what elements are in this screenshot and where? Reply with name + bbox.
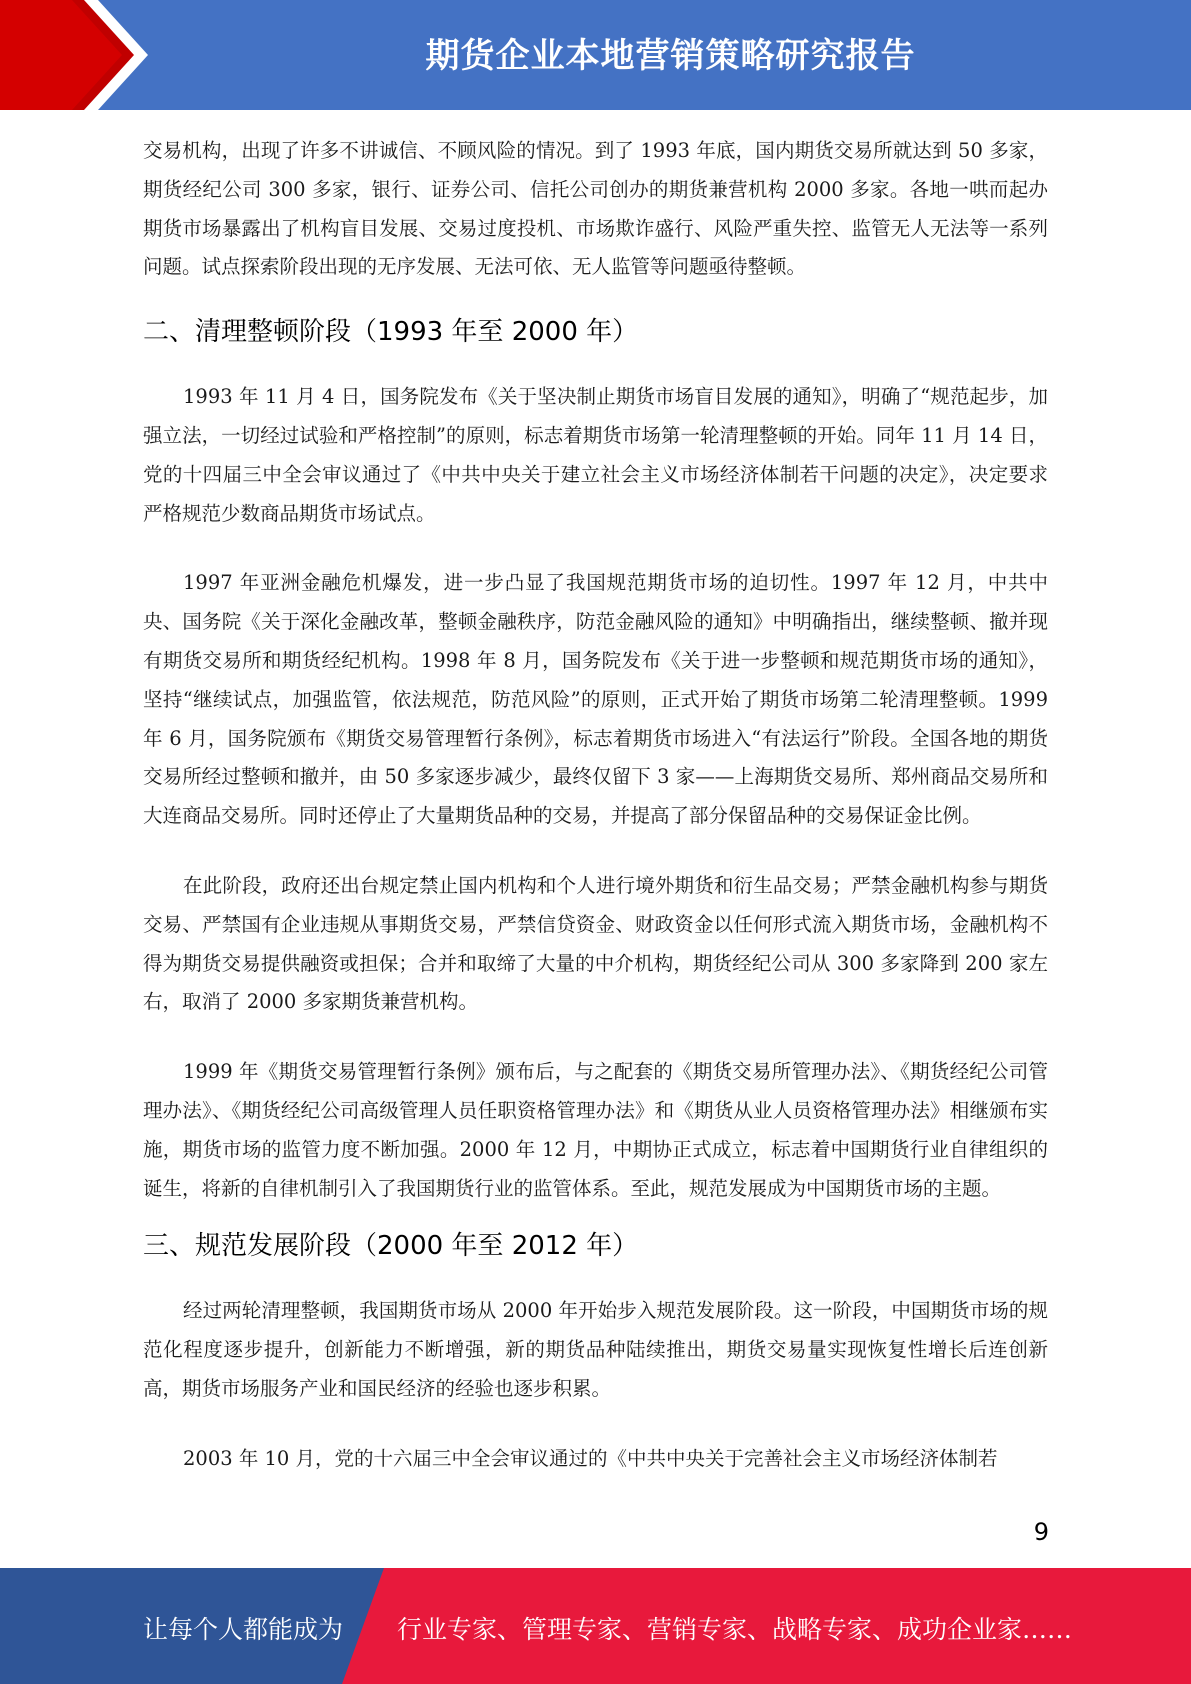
paragraph: 交易机构，出现了许多不讲诚信、不顾风险的情况。到了 1993 年底，国内期货交易所就达到 50 多家，期货经纪公司 300 多家，银行、证券公司、信托公司创办的期货兼营机构 2000 多家。各地一哄而起办期货市场暴露出了机构盲目发展、交易过度投机、市场欺诈盛行、风险严重失控、监管无人无法等一系列问题。试点探索阶段出现的无序发展、无法可依、无人监管等问题亟待整顿。 <box>143 139 1048 279</box>
report-title: 期货企业本地营销策略研究报告 <box>425 36 916 76</box>
footer-slogan-left: 让每个人都能成为 <box>143 1615 344 1644</box>
paragraph: 在此阶段，政府还出台规定禁止国内机构和个人进行境外期货和衍生品交易；严禁金融机构参与期货交易、严禁国有企业违规从事期货交易，严禁信贷资金、财政资金以任何形式流入期货市场，金融机构不得为期货交易提供融资或担保；合并和取缔了大量的中介机构，期货经纪公司从 300 多家降到 200 家左右，取消了 2000 多家期货兼营机构。 <box>143 873 1048 1014</box>
section-heading-3: 三、规范发展阶段（2000 年至 2012 年） <box>143 1231 639 1262</box>
page-footer <box>0 1568 1191 1684</box>
paragraph: 经过两轮清理整顿，我国期货市场从 2000 年开始步入规范发展阶段。这一阶段，中国期货市场的规范化程度逐步提升，创新能力不断增强，新的期货品种陆续推出，期货交易量实现恢复性增长后连创新高，期货市场服务产业和国民经济的经验也逐步积累。 <box>143 1299 1048 1400</box>
paragraph: 1999 年《期货交易管理暂行条例》颁布后，与之配套的《期货交易所管理办法》、《期货经纪公司管理办法》、《期货经纪公司高级管理人员任职资格管理办法》和《期货从业人员资格管理办法》相继颁布实施，期货市场的监管力度不断加强。2000 年 12 月，中期协正式成立，标志着中国期货行业自律组织的诞生，将新的自律机制引入了我国期货行业的监管体系。至此，规范发展成为中国期货市场的主题。 <box>143 1060 1048 1200</box>
paragraph: 2003 年 10 月，党的十六届三中全会审议通过的《中共中央关于完善社会主义市场经济体制若 <box>183 1446 998 1470</box>
footer-slogan-right: 行业专家、管理专家、营销专家、战略专家、成功企业家…… <box>397 1615 1073 1644</box>
page-number: 9 <box>1033 1518 1049 1546</box>
page-header <box>0 0 1191 110</box>
paragraph: 1997 年亚洲金融危机爆发，进一步凸显了我国规范期货市场的迫切性。1997 年 12 月，中共中央、国务院《关于深化金融改革，整顿金融秩序，防范金融风险的通知》中明确指出，继续整顿、撤并现有期货交易所和期货经纪机构。1998 年 8 月，国务院发布《关于进一步整顿和规范期货市场的通知》，坚持“继续试点，加强监管，依法规范，防范风险”的原则，正式开始了期货市场第二轮清理整顿。1999 年 6 月，国务院颁布《期货交易管理暂行条例》，标志着期货市场进入“有法运行”阶段。全国各地的期货交易所经过整顿和撤并，由 50 多家逐步减少，最终仅留下 3 家——上海期货交易所、郑州商品交易所和大连商品交易所。同时还停止了大量期货品种的交易，并提高了部分保留品种的交易保证金比例。 <box>143 571 1048 828</box>
paragraph: 1993 年 11 月 4 日，国务院发布《关于坚决制止期货市场盲目发展的通知》，明确了“规范起步，加强立法，一切经过试验和严格控制”的原则，标志着期货市场第一轮清理整顿的开始。同年 11 月 14 日，党的十四届三中全会审议通过了《中共中央关于建立社会主义市场经济体制若干问题的决定》，决定要求严格规范少数商品期货市场试点。 <box>143 385 1048 525</box>
document-body <box>143 132 1048 1479</box>
section-heading-2: 二、清理整顿阶段（1993 年至 2000 年） <box>143 317 639 348</box>
